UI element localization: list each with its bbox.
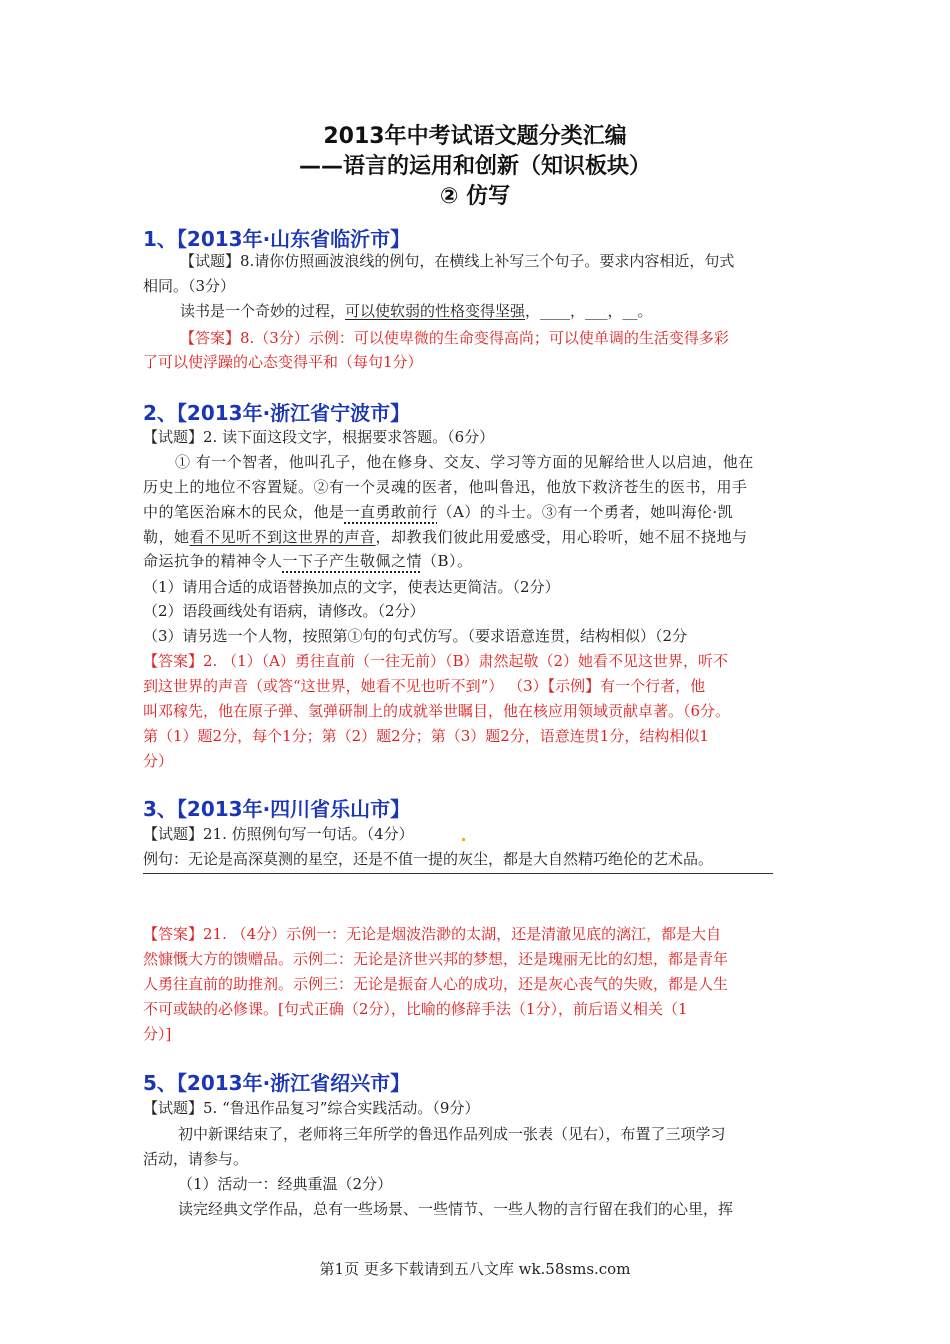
- q2-passage-line5: [143, 550, 473, 572]
- q2-heading: 2、【2013年·浙江省宁波市】: [143, 401, 411, 425]
- q3-answer-line2: 然慷慨大方的馈赠品。示例二：无论是济世兴邦的梦想，还是瑰丽无比的幻想，都是青年: [143, 950, 729, 968]
- q2-dotted-B: 一下子产生敬佩之情: [282, 552, 423, 570]
- q5-para-line2: 活动，请参与。: [143, 1150, 249, 1168]
- q2-p3-b: （A）的斗士。③有一个勇者，她叫海伦·凯: [437, 503, 734, 521]
- q3-answer-line3: 人勇往直前的助推剂。示例三：无论是振奋人心的成功，还是灰心丧气的失败，都是人生: [143, 975, 729, 993]
- q2-p4-b: ，却教我们彼此用爱感受，用心聆听，她不屈不挠地与: [375, 528, 748, 546]
- q5-prompt: 【试题】5. “鲁迅作品复习”综合实践活动。（9分）: [143, 1099, 480, 1117]
- q2-answer-line1: 【答案】2. （1）（A）勇往直前（一往无前）（B）肃然起敬（2）她看不见这世界，听不: [143, 652, 729, 670]
- q1-prompt-line2: 相同。（3分）: [143, 277, 236, 295]
- q2-dotted-A: 一直勇敢前行: [344, 503, 438, 521]
- q2-req2: （2）语段画线处有语病，请修改。（2分）: [143, 602, 425, 620]
- q2-p5-b: （B）。: [422, 552, 473, 570]
- q1-heading: 1、【2013年·山东省临沂市】: [143, 227, 411, 251]
- q3-answer-line1: 【答案】21. （4分）示例一：无论是烟波浩渺的太湖，还是清澈见底的漓江，都是大自: [143, 925, 722, 943]
- doc-title-line2: ——语言的运用和创新（知识板块）: [298, 154, 651, 179]
- q2-passage-line4: [143, 526, 748, 548]
- doc-title-line3: ② 仿写: [439, 184, 511, 209]
- q1-example-pre: 读书是一个奇妙的过程，: [180, 302, 346, 320]
- q1-answer-line2: 了可以使浮躁的心态变得平和（每句1分）: [143, 353, 423, 371]
- q2-prompt: 【试题】2. 读下面这段文字，根据要求答题。（6分）: [143, 428, 495, 446]
- q5-para-line1: 初中新课结束了，老师将三年所学的鲁迅作品列成一张表（见右），布置了三项学习: [178, 1125, 726, 1143]
- q5-heading: 5、【2013年·浙江省绍兴市】: [143, 1071, 411, 1095]
- q2-p5-a: 命运抗争的精神令人: [143, 552, 283, 570]
- q1-prompt-line1: 【试题】8.请你仿照画波浪线的例句，在横线上补写三个句子。要求内容相近，句式: [180, 252, 735, 270]
- q2-passage-line2: 历史上的地位不容置疑。②有一个灵魂的医者，他叫鲁迅，他放下救济苍生的医书，用手: [143, 478, 748, 496]
- doc-title-line1: 2013年中考试语文题分类汇编: [323, 124, 627, 149]
- q5-para-line3: 读完经典文学作品，总有一些场景、一些情节、一些人物的言行留在我们的心里，挥: [178, 1200, 734, 1218]
- q2-underlined-error: 看不见听不到这世界的声音: [189, 528, 376, 546]
- stray-mark: [462, 838, 465, 841]
- q3-prompt: 【试题】21. 仿照例句写一句话。（4分）: [143, 825, 414, 843]
- q2-p3-a: 中的笔医治麻木的民众，他是: [143, 503, 345, 521]
- q3-answer-line-rule: [143, 873, 773, 874]
- q2-answer-line2: 到这世界的声音（或答“这世界，她看不见也听不到”） （3）【示例】有一个行者，他: [143, 677, 706, 695]
- q1-example-blanks: ，____，___，__。: [525, 302, 653, 320]
- q2-passage-line1: ① 有一个智者，他叫孔子，他在修身、交友、学习等方面的见解给世人以启迪，他在: [175, 453, 754, 471]
- q2-passage-line3: [143, 501, 733, 523]
- q2-answer-line3: 叫邓稼先，他在原子弹、氢弹研制上的成就举世瞩目，他在核应用领域贡献卓著。（6分。: [143, 702, 731, 720]
- q2-answer-line5: 分）: [143, 752, 174, 770]
- q3-example: 例句：无论是高深莫测的星空，还是不值一提的灰尘，都是大自然精巧绝伦的艺术品。: [143, 850, 714, 868]
- q1-example-sentence: [180, 300, 653, 322]
- q2-req1: （1）请用合适的成语替换加点的文字，使表达更简洁。（2分）: [143, 578, 560, 596]
- q3-answer-line4: 不可或缺的必修课。[句式正确（2分），比喻的修辞手法（1分），前后语义相关（1: [143, 1000, 688, 1018]
- page-footer: 第1页 更多下载请到五八文库 wk.58sms.com: [319, 1260, 631, 1278]
- q1-example-wavy: 可以使软弱的性格变得坚强: [345, 302, 526, 320]
- q2-answer-line4: 第（1）题2分，每个1分；第（2）题2分；第（3）题2分，语意连贯1分，结构相似1: [143, 727, 709, 745]
- q2-p4-a: 勒，她: [143, 528, 190, 546]
- q2-req3: （3）请另选一个人物，按照第①句的句式仿写。（要求语意连贯，结构相似）（2分: [143, 627, 688, 645]
- q5-activity1: （1）活动一：经典重温（2分）: [178, 1175, 393, 1193]
- q1-answer-line1: 【答案】8.（3分）示例：可以使卑微的生命变得高尚；可以使单调的生活变得多彩: [180, 329, 729, 347]
- q3-heading: 3、【2013年·四川省乐山市】: [143, 797, 411, 821]
- q3-answer-line5: 分）]: [143, 1025, 172, 1043]
